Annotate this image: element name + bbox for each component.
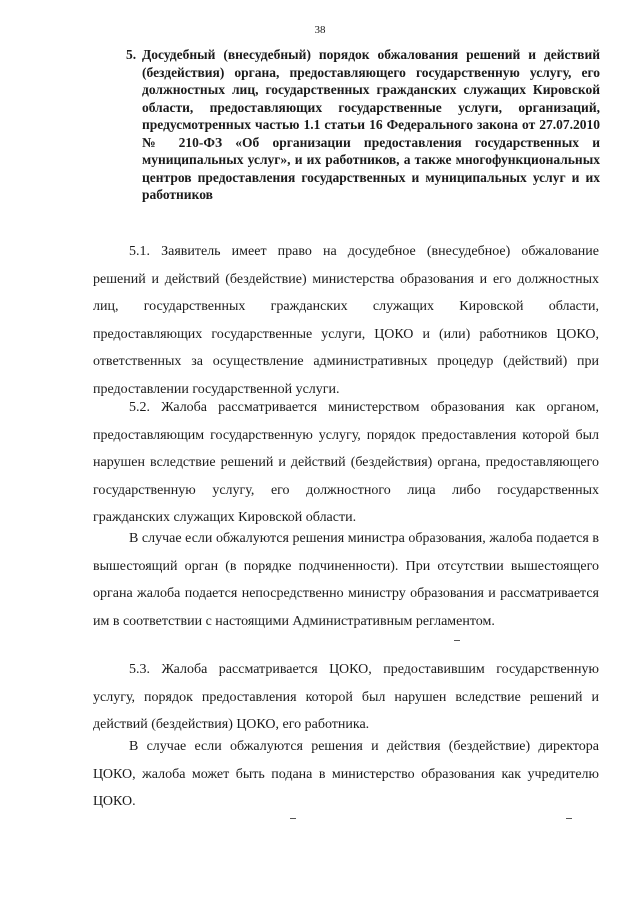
paragraph-text: 5.2. Жалоба рассматривается министерством образования как органом, предоставляющим государственную услугу, порядок предоставления которой был нарушен вследствие решений и действий (бездействия) органа, предоставляющего государственную услугу, его должностного лица либо государственных гражданских служащих Кировской области. xyxy=(93,400,599,525)
paragraph-5-2 xyxy=(93,394,599,532)
section-number: 5. xyxy=(126,47,137,62)
paragraph-director-appeal xyxy=(93,733,599,816)
section-heading xyxy=(126,46,600,204)
paragraph-text: 5.1. Заявитель имеет право на досудебное (внесудебное) обжалование решений и действий (бездействие) министерства образования и его должностных лиц, государственных гражданских служащих Кировской области, предоставляющих государственные услуги, ЦОКО и (или) работников ЦОКО, ответственных за осуществление административных процедур (действий) при предоставлении государственной услуги. xyxy=(93,244,599,397)
paragraph-text: В случае если обжалуются решения и действия (бездействие) директора ЦОКО, жалоба может быть подана в министерство образования как учредителю ЦОКО. xyxy=(93,739,599,809)
scan-artifact xyxy=(290,818,296,819)
page-number: 38 xyxy=(314,24,326,36)
paragraph-5-1 xyxy=(93,238,599,403)
paragraph-minister-appeal xyxy=(93,525,599,635)
scan-artifact xyxy=(566,818,572,819)
section-title: Досудебный (внесудебный) порядок обжалования решений и действий (бездействия) органа, предоставляющего государственную услугу, его должностных лиц, государственных гражданских служащих Кировской области, предоставляющих государственные услуги, организаций, предусмотренных частью 1.1 статьи 16 Федерального закона от 27.07.2010 № 210-ФЗ «Об организации предоставления государственных и муниципальных услуг», и их работников, а также многофункциональных центров предоставления государственных и муниципальных услуг и их работников xyxy=(142,47,600,202)
paragraph-text: 5.3. Жалоба рассматривается ЦОКО, предоставившим государственную услугу, порядок предоставления которой был нарушен вследствие решений и действий (бездействия) ЦОКО, его работника. xyxy=(93,662,599,732)
paragraph-5-3 xyxy=(93,656,599,739)
scan-artifact xyxy=(454,640,460,641)
paragraph-text: В случае если обжалуются решения министра образования, жалоба подается в вышестоящий орган (в порядке подчиненности). При отсутствии вышестоящего органа жалоба подается непосредственно министру образования и рассматривается им в соответствии с настоящими Административным регламентом. xyxy=(93,531,599,629)
